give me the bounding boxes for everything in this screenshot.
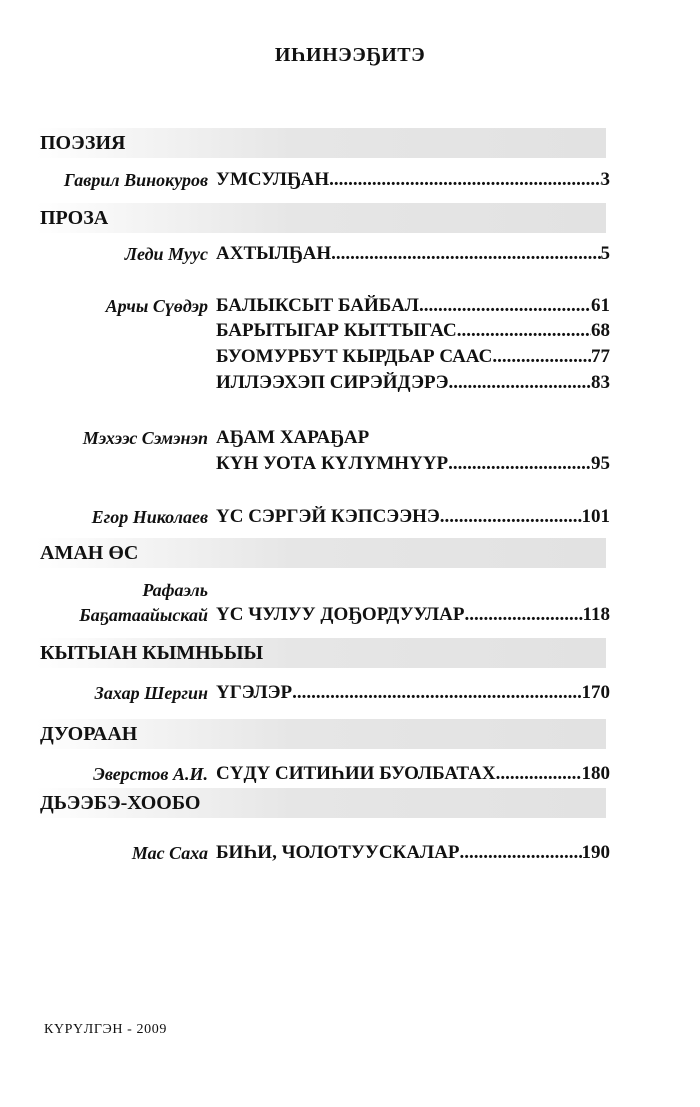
author-syodyer: Арчы Сүөдэр: [105, 296, 208, 316]
page-number: 101: [581, 506, 610, 527]
author-muus: Леди Муус: [124, 244, 208, 264]
page-number: 77: [591, 346, 610, 367]
page-number: 3: [600, 169, 610, 190]
entry-title: КҮН УОТА КҮЛҮМНҮҮР: [216, 453, 449, 474]
entry-title: ҮГЭЛЭР: [216, 682, 293, 703]
page-number: 118: [582, 604, 610, 625]
entry-title: ҮС СЭРГЭЙ КЭПСЭЭНЭ: [216, 506, 440, 527]
entry-title: БИҺИ, ЧОЛОТУУСКАЛАР: [216, 842, 460, 863]
page-number: 95: [591, 453, 610, 474]
toc-entry-kyn-uota[interactable]: [216, 453, 610, 475]
page-number: 61: [591, 295, 610, 316]
author-shergin: Захар Шергин: [94, 683, 208, 703]
toc-entry-sydy[interactable]: [216, 763, 610, 785]
entry-title: УМСУЛҔАН: [216, 169, 330, 190]
toc-entry-barytygar[interactable]: [216, 320, 610, 342]
dot-leader: [292, 682, 581, 704]
dot-leader: [419, 295, 591, 317]
page-number: 5: [600, 243, 610, 264]
dot-leader: [329, 169, 600, 191]
entry-title: СҮДҮ СИТИҺИИ БУОЛБАТАХ: [216, 763, 496, 784]
dot-leader: [448, 372, 591, 394]
page-number: 83: [591, 372, 610, 393]
section-prose: ПРОЗА: [36, 203, 606, 233]
section-kytyan: КЫТЫАН КЫМНЬЫЫ: [36, 638, 606, 668]
toc-entry-illeehep[interactable]: [216, 372, 610, 394]
entry-title: ҮС ЧУЛУУ ДОҔОРДУУЛАР: [216, 604, 465, 625]
author-nikolaev: Егор Николаев: [91, 507, 208, 527]
dot-leader: [496, 763, 582, 785]
author-semenep: Мэхээс Сэмэнэп: [82, 428, 208, 448]
author-vinokurov: Гаврил Винокуров: [63, 170, 208, 190]
dot-leader: [464, 604, 582, 626]
entry-title: БУОМУРБУТ КЫРДЬАР СААС: [216, 346, 493, 367]
section-dyeebe: ДЬЭЭБЭ-ХООБО: [36, 788, 606, 818]
author-rafael-first: Рафаэль: [142, 580, 208, 600]
toc-entry-us-sergei[interactable]: [216, 506, 610, 528]
section-poetry: ПОЭЗИЯ: [36, 128, 606, 158]
dot-leader: [457, 320, 591, 342]
publisher-footer: КҮРҮЛГЭН - 2009: [44, 1022, 167, 1037]
dot-leader: [460, 842, 582, 864]
section-duoraan: ДУОРААН: [36, 719, 606, 749]
dot-leader: [331, 243, 600, 265]
page-number: 170: [581, 682, 610, 703]
author-mas-saha: Мас Саха: [131, 843, 208, 863]
toc-entry-buomurbut[interactable]: [216, 346, 610, 368]
section-aman: АМАН ӨС: [36, 538, 606, 568]
dot-leader: [440, 506, 582, 528]
entry-title: АХТЫЛҔАН: [216, 243, 332, 264]
entry-title: ИЛЛЭЭХЭП СИРЭЙДЭРЭ: [216, 372, 449, 393]
author-rafael-last: Баҕатаайыскай: [79, 605, 208, 625]
toc-entry-us-chuluu[interactable]: [216, 604, 610, 626]
entry-title: БАЛЫКСЫТ БАЙБАЛ: [216, 295, 419, 316]
toc-entry-balyksyt[interactable]: [216, 295, 610, 317]
page-number: 180: [581, 763, 610, 784]
page-number: 190: [581, 842, 610, 863]
toc-entry-ahtylgan[interactable]: [216, 243, 610, 265]
toc-entry-umsulgan[interactable]: [216, 169, 610, 191]
author-everstov: Эверстов А.И.: [93, 764, 208, 784]
toc-entry-bihi[interactable]: [216, 842, 610, 864]
page-number: 68: [591, 320, 610, 341]
entry-title: БАРЫТЫГАР КЫТТЫГАС: [216, 320, 457, 341]
page-title: ИҺИНЭЭҔИТЭ: [274, 44, 426, 66]
dot-leader: [448, 453, 591, 475]
toc-entry-ugeler[interactable]: [216, 682, 610, 704]
dot-leader: [492, 346, 591, 368]
toc-entry-agam-line1[interactable]: АҔАМ ХАРАҔАР: [216, 427, 370, 448]
